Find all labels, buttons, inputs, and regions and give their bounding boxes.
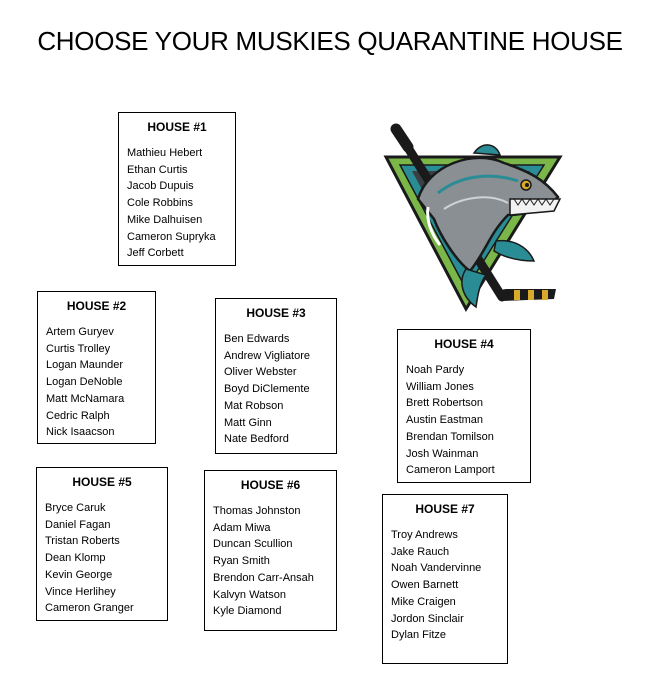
house-4-box <box>397 329 531 483</box>
house-title: HOUSE #7 <box>415 502 475 516</box>
member-name: Mike Dalhuisen <box>127 213 203 226</box>
member-name: Mike Craigen <box>391 595 456 608</box>
member-name: Cameron Granger <box>45 602 134 615</box>
member-name: Nick Isaacson <box>46 426 115 439</box>
member-name: Brett Robertson <box>406 397 484 410</box>
member-list <box>127 145 216 262</box>
house-title: HOUSE #3 <box>246 306 306 320</box>
member-name: Jacob Dupuis <box>127 180 194 193</box>
member-name: Vince Herlihey <box>45 585 116 598</box>
member-name: Mathieu Hebert <box>127 147 203 159</box>
member-name: William Jones <box>406 380 474 393</box>
member-name: Logan DeNoble <box>46 376 123 389</box>
member-name: Dylan Fitze <box>391 629 447 642</box>
member-name: Matt McNamara <box>46 392 125 405</box>
member-list <box>406 362 495 479</box>
muskie-fish-hockey-stick-logo <box>378 111 565 316</box>
house-title: HOUSE #1 <box>147 120 207 134</box>
member-name: Oliver Webster <box>224 366 297 379</box>
house-6-box <box>204 470 337 631</box>
member-name: Cedric Ralph <box>46 409 110 422</box>
member-name: Curtis Trolley <box>46 342 111 355</box>
house-title: HOUSE #5 <box>72 475 132 489</box>
member-name: Mat Robson <box>224 399 284 412</box>
member-name: Adam Miwa <box>213 521 271 534</box>
house-3-box <box>215 298 337 454</box>
member-name: Matt Ginn <box>224 416 272 429</box>
member-name: Owen Barnett <box>391 579 459 592</box>
member-name: Duncan Scullion <box>213 538 293 551</box>
member-name: Dean Klomp <box>45 552 106 565</box>
member-name: Tristan Roberts <box>45 535 120 548</box>
member-list <box>45 500 134 617</box>
house-title: HOUSE #4 <box>434 337 494 351</box>
member-list <box>46 324 124 441</box>
member-name: Ryan Smith <box>213 555 270 568</box>
house-5-box <box>36 467 168 621</box>
page-title: CHOOSE YOUR MUSKIES QUARANTINE HOUSE <box>37 26 623 56</box>
member-name: Kyle Diamond <box>213 605 282 618</box>
member-name: Daniel Fagan <box>45 518 111 531</box>
member-name: Troy Andrews <box>391 529 458 541</box>
member-name: Jeff Corbett <box>127 247 184 260</box>
house-1-box <box>118 112 236 266</box>
member-name: Artem Guryev <box>46 326 114 338</box>
member-name: Brendan Tomilson <box>406 430 494 443</box>
member-name: Ethan Curtis <box>127 163 188 176</box>
member-name: Josh Wainman <box>406 447 479 460</box>
member-name: Kalvyn Watson <box>213 588 286 601</box>
member-name: Austin Eastman <box>406 414 484 427</box>
member-name: Nate Bedford <box>224 433 289 446</box>
stick-tape <box>514 290 520 300</box>
house-title: HOUSE #6 <box>240 478 301 492</box>
member-name: Brendon Carr-Ansah <box>213 571 314 584</box>
member-name: Noah Vandervinne <box>391 562 482 575</box>
member-name: Noah Pardy <box>406 364 465 376</box>
member-name: Jake Rauch <box>391 545 450 558</box>
member-name: Jordon Sinclair <box>391 612 464 625</box>
member-list <box>391 527 481 644</box>
member-name: Andrew Vigliatore <box>224 349 311 362</box>
muskie-fin <box>474 145 500 155</box>
member-name: Kevin George <box>45 568 113 581</box>
member-name: Cameron Lamport <box>406 464 495 477</box>
member-name: Logan Maunder <box>46 359 124 372</box>
member-name: Cameron Supryka <box>127 230 216 243</box>
member-list <box>213 503 314 620</box>
member-name: Ben Edwards <box>224 333 290 345</box>
house-2-box <box>37 291 156 444</box>
member-name: Cole Robbins <box>127 197 194 210</box>
house-title: HOUSE #2 <box>66 299 127 313</box>
member-list <box>224 331 310 448</box>
member-name: Thomas Johnston <box>213 505 301 517</box>
member-name: Boyd DiClemente <box>224 383 310 396</box>
member-name: Bryce Caruk <box>45 502 106 514</box>
house-7-box <box>382 494 508 664</box>
